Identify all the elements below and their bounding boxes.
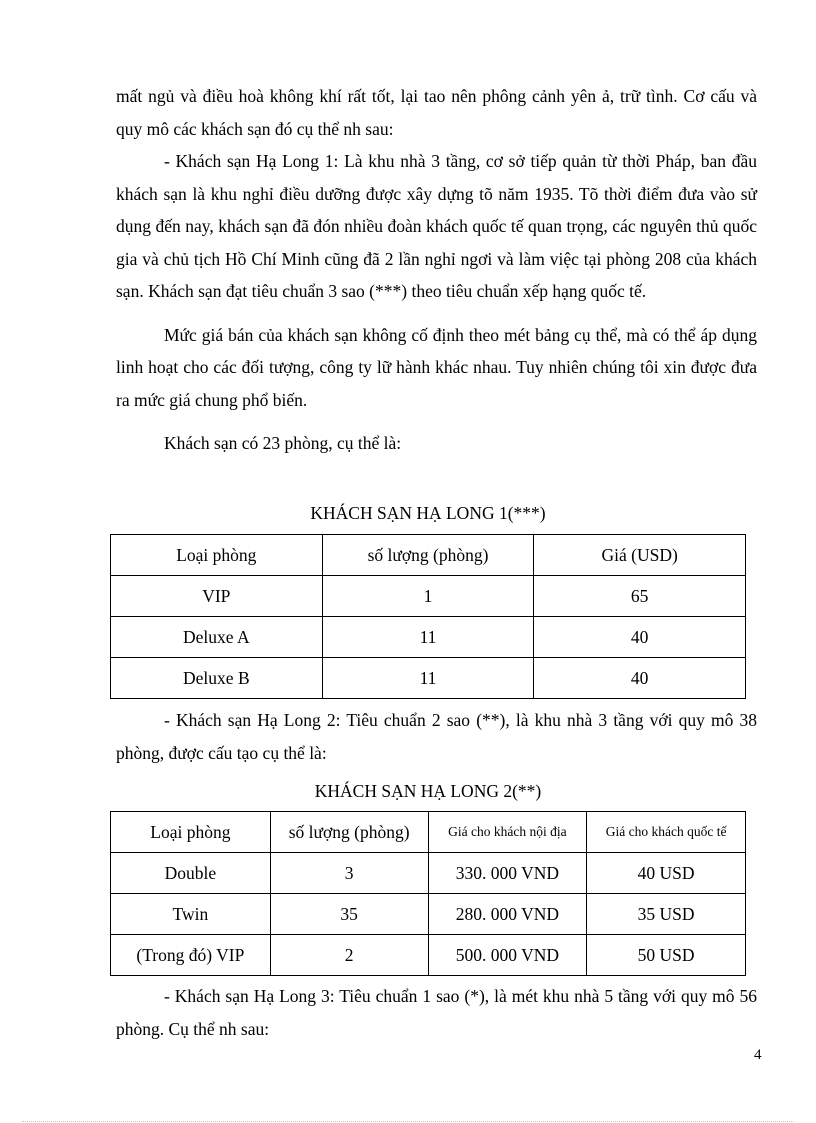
paragraph-ha-long-1: - Khách sạn Hạ Long 1: Là khu nhà 3 tầng, cơ sở tiếp quản từ thời Pháp, ban đầu khách sạn là khu nghỉ điều dưỡng được xây dựng tõ năm 1935. Tõ thời điểm đưa vào sử dụng đến nay, khách sạn đã đón nhiều đoàn khách quốc tế quan trọng, các nguyên thủ quốc gia và chủ tịch Hồ Chí Minh cũng đã 2 lần nghỉ ngơi và làm việc tại phòng 208 của khách sạn. Khách sạn đạt tiêu chuẩn 3 sao (***) theo tiêu chuẩn xếp hạng quốc tế. (116, 151, 757, 301)
table-cell: 35 (270, 894, 428, 935)
page-number: 4 (754, 1047, 762, 1063)
table1-title: KHÁCH SẠN HẠ LONG 1(***) (310, 503, 546, 523)
header-cell: Loại phòng (111, 535, 323, 576)
table-cell: 65 (534, 576, 746, 617)
table-ha-long-1 (110, 534, 746, 699)
paragraph-ha-long-2: - Khách sạn Hạ Long 2: Tiêu chuẩn 2 sao (**), là khu nhà 3 tầng với quy mô 38 phòng, được cấu tạo cụ thể là: (116, 710, 757, 763)
table-cell: 11 (322, 658, 534, 699)
header-cell: số lượng (phòng) (322, 535, 534, 576)
table-row (111, 576, 746, 617)
table-header-row (111, 812, 746, 853)
table-header-row (111, 535, 746, 576)
table-row (111, 935, 746, 976)
intro-block (116, 80, 757, 460)
table-cell: VIP (111, 576, 323, 617)
table-cell: (Trong đó) VIP (111, 935, 271, 976)
header-cell: số lượng (phòng) (270, 812, 428, 853)
bottom-block (116, 980, 757, 1045)
table-cell: 35 USD (587, 894, 746, 935)
header-cell: Giá (USD) (534, 535, 746, 576)
paragraph-continuation: mất ngủ và điều hoà không khí rất tốt, lại tao nên phông cảnh yên ả, trữ tình. Cơ cấu và quy mô các khách sạn đó cụ thể nh sau: (116, 86, 757, 139)
paragraph-room-count: Khách sạn có 23 phòng, cụ thể là: (164, 433, 402, 453)
table-cell: Deluxe A (111, 617, 323, 658)
table2-title: KHÁCH SẠN HẠ LONG 2(**) (314, 781, 542, 801)
header-cell: Giá cho khách quốc tế (587, 812, 746, 853)
page-edge-divider (22, 1121, 794, 1122)
header-cell: Loại phòng (111, 812, 271, 853)
table-cell: Twin (111, 894, 271, 935)
table-cell: Deluxe B (111, 658, 323, 699)
table-cell: 500. 000 VND (428, 935, 587, 976)
table-row (111, 617, 746, 658)
table-cell: 11 (322, 617, 534, 658)
table-cell: 280. 000 VND (428, 894, 587, 935)
table-row (111, 658, 746, 699)
table-cell: 40 (534, 617, 746, 658)
table-cell: 1 (322, 576, 534, 617)
table-cell: 3 (270, 853, 428, 894)
paragraph-ha-long-3: - Khách sạn Hạ Long 3: Tiêu chuẩn 1 sao (*), là mét khu nhà 5 tầng với quy mô 56 phòng. Cụ thể nh sau: (116, 986, 757, 1039)
header-cell: Giá cho khách nội địa (428, 812, 587, 853)
table-cell: 330. 000 VND (428, 853, 587, 894)
table-row (111, 853, 746, 894)
table-cell: 50 USD (587, 935, 746, 976)
table-cell: 40 (534, 658, 746, 699)
paragraph-pricing: Mức giá bán của khách sạn không cố định theo mét bảng cụ thể, mà có thể áp dụng linh hoạt cho các đối tượng, công ty lữ hành khác nhau. Tuy nhiên chúng tôi xin được đưa ra mức giá chung phổ biến. (116, 324, 757, 410)
table-row (111, 894, 746, 935)
table-cell: 40 USD (587, 853, 746, 894)
table-ha-long-2 (110, 811, 746, 976)
table-cell: 2 (270, 935, 428, 976)
table-cell: Double (111, 853, 271, 894)
middle-block (116, 704, 757, 769)
